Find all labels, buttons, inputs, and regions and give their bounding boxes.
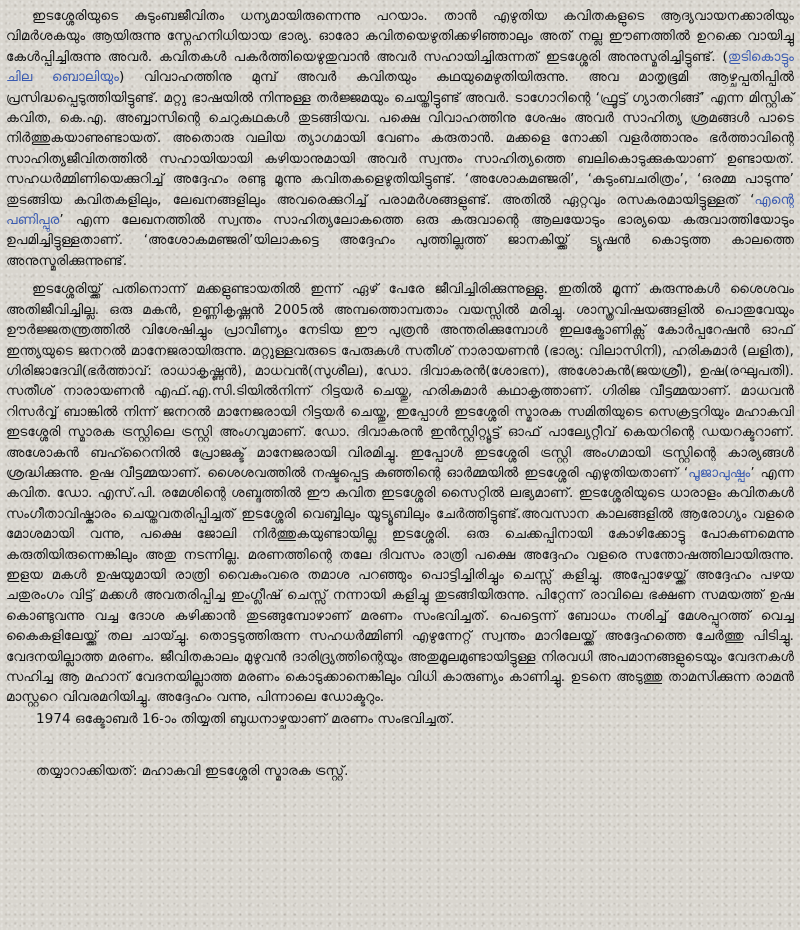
- paragraph-text: ) വിവാഹത്തിനു മുമ്പ് അവർ കവിതയും കഥയുമെഴുതിയിരുന്നു. അവ മാതൃഭൂമി ആഴ്ചപ്പതിപ്പിൽ പ്രസിദ്ധപ്പെടുത്തിയിട്ടുണ്ട്. മറ്റു ഭാഷയിൽ നിന്നുള്ള തർജ്ജമയും ചെയ്തിട്ടുണ്ട് അവർ. ടാഗോറിന്റെ ‘ഫ്രൂട്ട് ഗ്യാതറിങ്ങ്’ എന്ന മിസ്റ്റിക് കവിത, കെ.എ. അബ്ബാസിന്റെ ചെറുകഥകൾ തുടങ്ങിയവ. പക്ഷെ വിവാഹത്തിനു ശേഷം അവർ സാഹിത്യ ശ്രമങ്ങൾ പാടെ നിർത്തുകയാണുണ്ടായത്. അതൊരു വലിയ ത്യാഗമായി വേണം കരുതാൻ. മക്കളെ നോക്കി വളർത്താനും ഭർത്താവിന്റെ സാഹിത്യജീവിതത്തിൽ സഹായിയായി കഴിയാനുമായി അവർ സ്വന്തം സാഹിത്യത്തെ ബലികൊടുക്കുകയാണ് ഉണ്ടായത്. സഹധർമ്മിണിയെക്കുറിച്ച് അദ്ദേഹം രണ്ടു മൂന്നു കവിതകളെഴുതിയിട്ടുണ്ട്. ‘അശോകമഞ്ജരി’, ‘കുടുംബചരിത്രം’, ‘ഒരമ്മ പാടുന്നു’ തുടങ്ങിയ കവിതകളിലും, ലേഖനങ്ങളിലും അവരെക്കുറിച്ച് പരാമർശങ്ങളുണ്ട്. അതിൽ ഏറ്റവും രസകരമായിട്ടുള്ളത് ‘: [6, 69, 794, 208]
- link-poojapushpam[interactable]: പൂജാപുഷ്പം: [688, 464, 751, 481]
- paragraph-text: ’ എന്ന ലേഖനത്തിൽ സ്വന്തം സാഹിത്യലോകത്തെ ഒരു കരുവാന്റെ ആലയോടും ഭാര്യയെ കരുവാത്തിയോടും ഉപമിച്ചിട്ടുള്ളതാണ്. ‘അശോകമഞ്ജരി’യിലാകട്ടെ അദ്ദേഹം പുത്തില്ലത്ത് ജാനകിയ്ക്ക് ട്യൂഷൻ കൊടുത്ത കാലത്തെ അനുസ്മരിക്കുന്നുണ്ട്.: [6, 212, 794, 269]
- paragraph-text: ഇടശ്ശേരിയുടെ കുടുംബജീവിതം ധന്യമായിരുന്നെന്നു പറയാം. താൻ എഴുതിയ കവിതകളുടെ ആദ്യവായനക്കാരിയും വിമർശകയും ആയിരുന്നു സ്നേഹനിധിയായ ഭാര്യ. ഓരോ കവിതയെഴുതിക്കഴിഞ്ഞാലും അത് നല്ല ഈണത്തിൽ ഉറക്കെ വായിച്ചു കേൾപ്പിച്ചിരുന്നു അവർ. കവിതകൾ പകർത്തിയെഴുതുവാൻ അവർ സഹായിച്ചിരുന്നത് ഇടശ്ശേരി അനുസ്മരിച്ചിട്ടുണ്ട്. (: [6, 8, 794, 65]
- biography-article: [6, 6, 794, 708]
- link-ente-panippura[interactable]: എന്റെ പണിപ്പുര: [6, 191, 794, 229]
- family-life-paragraph: [6, 6, 794, 271]
- paragraph-text: ഇടശ്ശേരിയ്ക്ക് പതിനൊന്ന് മക്കളുണ്ടായതിൽ ഇന്ന് ഏഴ് പേരേ ജീവിച്ചിരിക്കുന്നുള്ളു. ഇതിൽ മൂന്ന് കുരുന്നുകൾ ശൈശവം അതിജീവിച്ചില്ല. ഒരു മകൻ, ഉണ്ണികൃഷ്ണൻ 2005ൽ അമ്പത്തൊമ്പതാം വയസ്സിൽ മരിച്ചു. ശാസ്ത്രവിഷയങ്ങളിൽ പൊതുവേയും ഊർജ്ജതന്ത്രത്തിൽ വിശേഷിച്ചും പ്രാവീണ്യം നേടിയ ഈ പുത്രൻ അന്തരിക്കുമ്പോൾ ഇലക്ട്രോണിക്സ് കോർപ്പറേഷൻ ഓഫ് ഇന്ത്യയുടെ ജനറൽ മാനേജരായിരുന്നു. മറ്റുള്ളവരുടെ പേരുകൾ സതീശ് നാരായണൻ (ഭാര്യ: വിലാസിനി), ഹരികുമാർ (ലളിത), ഗിരിജാദേവി(ഭർത്താവ്: രാധാകൃഷ്ണൻ), മാധവൻ(സുശീല), ഡോ. ദിവാകരൻ(ശോഭന), അശോകൻ(ജയശ്രീ), ഉഷ(രഘുപതി). സതീശ് നാരായണൻ എഫ്.എ.സി.ടിയിൽനിന്ന് റിട്ടയർ ചെയ്തു, ഹരികുമാർ കഥാകൃത്താണ്. ഗിരിജ വീട്ടമ്മയാണ്. മാധവൻ റിസർവ്വ് ബാങ്കിൽ നിന്ന് ജനറൽ മാനേജരായി റിട്ടയർ ചെയ്തു, ഇപ്പോൾ ഇടശ്ശേരി സ്മാരക സമിതിയുടെ സെക്രട്ടറിയും മഹാകവി ഇടശ്ശേരി സ്മാരക ട്രസ്റ്റിലെ ട്രസ്റ്റി അംഗവുമാണ്. ഡോ. ദിവാകരൻ ഇൻസ്റ്റിറ്റ്യൂട്ട് ഓഫ് പാല്യേറ്റീവ് കെയറിന്റെ ഡയറക്ടറാണ്. അശോകൻ ബഹ്റൈനിൽ പ്രോജക്ട് മാനേജരായി വിരമിച്ചു. ഇപ്പോൾ ഇടശ്ശേരി ട്രസ്റ്റി അംഗമായി ട്രസ്റ്റിന്റെ കാര്യങ്ങൾ ശ്രദ്ധിക്കുന്നു. ഉഷ വീട്ടമ്മയാണ്. ശൈശവത്തിൽ നഷ്ടപ്പെട്ട കുഞ്ഞിന്റെ ഓർമ്മയിൽ ഇടശ്ശേരി എഴുതിയതാണ് ‘: [6, 281, 794, 481]
- children-and-death-paragraph: [6, 279, 794, 708]
- death-date-line: 1974 ഒക്ടോബർ 16-ാം തിയ്യതി ബുധനാഴ്ചയാണ് മരണം സംഭവിച്ചത്.: [36, 710, 455, 727]
- link-thudikottum[interactable]: തുടികൊട്ടും ചില ബൊലിയും: [6, 48, 794, 86]
- paragraph-text: ’ എന്ന കവിത. ഡോ. എസ്.പി. രമേശിന്റെ ശബ്ദത്തിൽ ഈ കവിത ഇടശ്ശേരി സൈറ്റിൽ ലഭ്യമാണ്. ഇടശ്ശേരിയുടെ ധാരാളം കവിതകൾ സംഗീതാവിഷ്കാരം ചെയ്തവതരിപ്പിച്ചത് ഇടശ്ശേരി വെബ്ബിലും യൂട്യൂബിലും ചേർത്തിട്ടുണ്ട്.അവസാന കാലങ്ങളിൽ ആരോഗ്യം വളരെ മോശമായി വന്നു, പക്ഷെ ജോലി നിർത്തുകയുണ്ടായില്ല ഇടശ്ശേരി. ഒരു ചെക്കപ്പിനായി കോഴിക്കോട്ടു പോകണമെന്നു കരുതിയിരുന്നെങ്കിലും അതു നടന്നില്ല. മരണത്തിന്റെ തലേ ദിവസം രാത്രി പക്ഷെ അദ്ദേഹം വളരെ സന്തോഷത്തിലായിരുന്നു. ഇളയ മകൾ ഉഷയുമായി രാത്രി വൈകുംവരെ തമാശ പറഞ്ഞും പൊട്ടിച്ചിരിച്ചും ചെസ്സ് കളിച്ചു. അപ്പോഴേയ്ക്ക് അദ്ദേഹം പഴയ ചതുരംഗം വിട്ട് മക്കൾ അവതരിപ്പിച്ച ഇംഗ്ലീഷ് ചെസ്സ് നന്നായി കളിച്ചു തുടങ്ങിയിരുന്നു. പിറ്റേന്ന് രാവിലെ ഭക്ഷണ സമയത്ത് ഉഷ കൊണ്ടുവന്നു വച്ച ദോശ കഴിക്കാൻ തുടങ്ങുമ്പോഴാണ് മരണം സംഭവിച്ചത്. പെട്ടെന്ന് ബോധം നശിച്ച് മേശപ്പുറത്ത് വെച്ച കൈകളിലേയ്ക്ക് തല ചായ്ച്ചു. തൊട്ടടുത്തിരുന്ന സഹധർമ്മിണി എഴുന്നേറ്റ് സ്വന്തം മാറിലേയ്ക്ക് അദ്ദേഹത്തെ ചേർത്തു പിടിച്ചു. വേദനയില്ലാത്ത മരണം. ജീവിതകാലം മുഴുവൻ ദാരിദ്ര്യത്തിന്റെയും അതുമൂലമുണ്ടായിട്ടുള്ള നിരവധി അപമാനങ്ങളുടെയും വേദനകൾ സഹിച്ച ആ മഹാന് വേദനയില്ലാത്ത മരണം കൊടുക്കാനെങ്കിലും വിധി കാരുണ്യം കാണിച്ചു. ഉടനെ അടുത്തു താമസിക്കുന്ന രാമൻ മാസ്റ്ററെ വിവരമറിയിച്ചു. അദ്ദേഹം വന്നു, പിന്നാലെ ഡോക്ടറും.: [6, 464, 794, 706]
- credit-line: തയ്യാറാക്കിയത്: മഹാകവി ഇടശ്ശേരി സ്മാരക ട്രസ്റ്റ്.: [36, 762, 349, 779]
